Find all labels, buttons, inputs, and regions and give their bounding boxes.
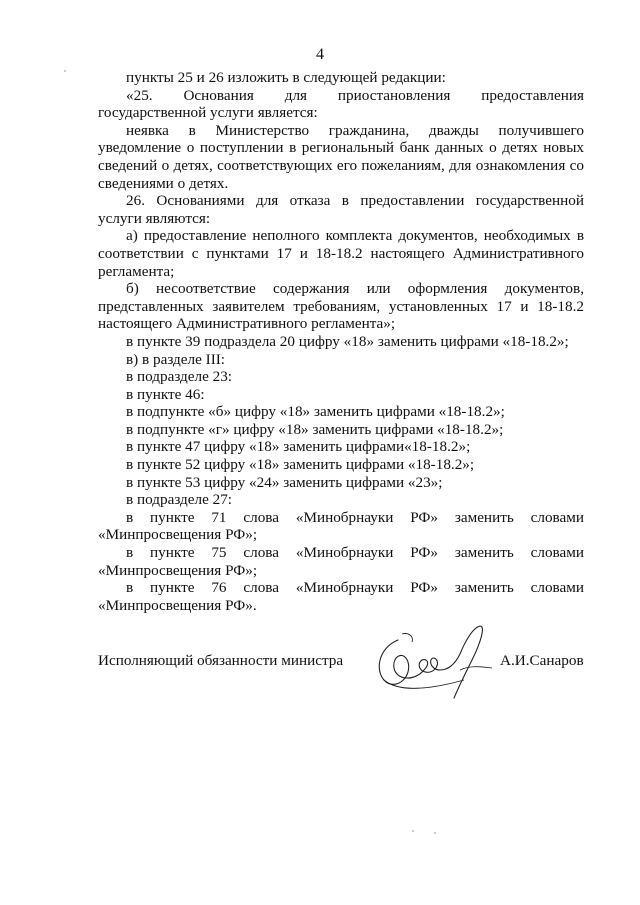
amendment-paragraph: б) несоответствие содержания или оформления документов, представленных заявителем требованиям, установленных 17 и 18-18.2 настоящего Административного регламента»; [98,280,584,333]
amendment-paragraph: в пункте 76 слова «Минобрнауки РФ» заменить словами «Минпросвещения РФ». [98,579,584,614]
amendment-paragraph: в пункте 47 цифру «18» заменить цифрами«18-18.2»; [126,438,471,456]
amendment-paragraph: в подразделе 27: [126,491,233,509]
handwritten-signature [368,610,500,710]
amendment-paragraph: «25. Основания для приостановления предоставления государственной услуги является: [98,86,584,122]
signatory-title: Исполняющий обязанности министра [98,652,344,669]
amendment-paragraph: неявка в Министерство гражданина, дважды получившего уведомление о поступлении в региональный банк данных о детях новых сведений о детях, соответствующих его пожеланиям, для ознакомления со сведениями о детях. [98,121,584,192]
amendment-paragraph: в подразделе 23: [126,368,233,386]
signatory-name: А.И.Санаров [500,652,584,669]
amendment-list [98,87,584,615]
amendment-paragraph: в пункте 39 подраздела 20 цифру «18» заменить цифрами «18-18.2»; [126,332,569,350]
amendment-paragraph: в пункте 52 цифру «18» заменить цифрами «18-18.2»; [126,456,475,474]
scan-speck [64,70,66,72]
amendment-paragraph: в подпункте «г» цифру «18» заменить цифрами «18-18.2»; [126,420,504,438]
amendment-paragraph: в) в разделе III: [126,350,226,368]
scan-speck [434,832,436,834]
scan-speck [412,830,414,832]
amendment-paragraph: в пункте 71 слова «Минобрнауки РФ» заменить словами «Минпросвещения РФ»; [98,508,584,544]
amendment-paragraph: в пункте 75 слова «Минобрнауки РФ» заменить словами «Минпросвещения РФ»; [98,544,584,579]
intro-line: пункты 25 и 26 изложить в следующей редакции: [126,69,446,86]
amendment-paragraph: в пункте 46: [126,385,205,403]
amendment-paragraph: 26. Основаниями для отказа в предоставлении государственной услуги являются: [98,192,584,227]
amendment-paragraph: в пункте 53 цифру «24» заменить цифрами «23»; [126,473,443,491]
amendment-paragraph: в подпункте «б» цифру «18» заменить цифрами «18-18.2»; [126,403,505,421]
document-body [98,69,584,614]
page-number: 4 [316,46,324,63]
amendment-paragraph: а) предоставление неполного комплекта документов, необходимых в соответствии с пунктами 17 и 18-18.2 настоящего Административного регламента; [98,227,584,280]
